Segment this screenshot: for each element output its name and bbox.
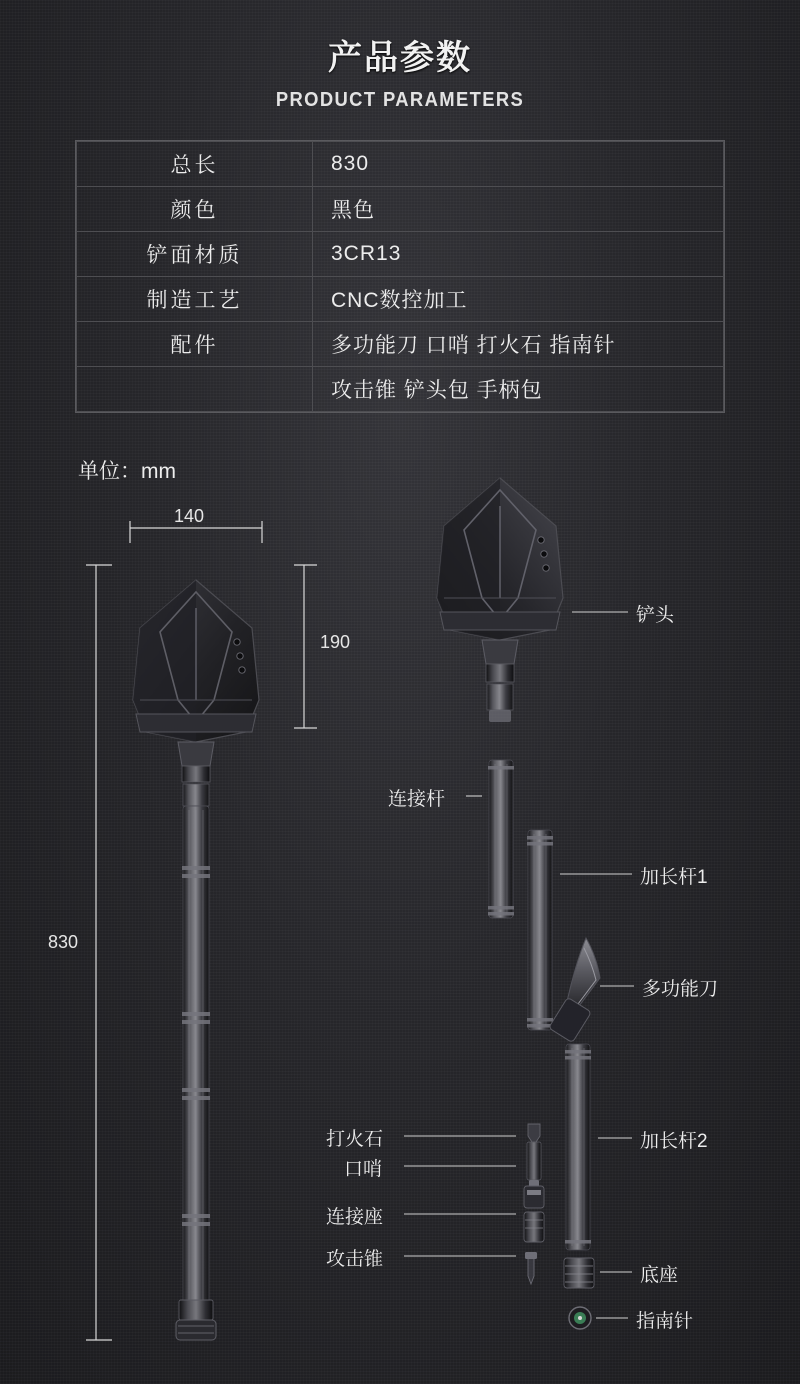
spec-value: 3CR13 <box>313 232 724 277</box>
spec-label: 颜色 <box>77 187 313 232</box>
unit-note: 单位：mm <box>78 460 176 483</box>
flint-art <box>527 1124 541 1190</box>
callout-shovel-head: 铲头 <box>636 605 675 626</box>
spec-label: 制造工艺 <box>77 277 313 322</box>
spec-value: 多功能刀 口哨 打火石 指南针 <box>313 322 724 367</box>
callout-connector-base: 连接座 <box>326 1207 384 1228</box>
whistle-art <box>524 1186 544 1208</box>
spec-value: CNC数控加工 <box>313 277 724 322</box>
dim-head-height-line <box>294 565 317 728</box>
dim-width-label: 140 <box>174 506 205 526</box>
callout-base: 底座 <box>640 1265 679 1286</box>
exploded-shovel-head-art <box>437 478 563 722</box>
spec-value: 黑色 <box>313 187 724 232</box>
spec-value: 830 <box>313 142 724 187</box>
base-art <box>564 1258 594 1288</box>
dim-total-length-label: 830 <box>48 932 79 952</box>
dim-head-height-label: 190 <box>320 632 351 652</box>
extension-rod-1-art <box>527 830 553 1030</box>
callout-multi-tool-knife: 多功能刀 <box>642 979 719 1000</box>
dim-total-length-line <box>86 565 112 1340</box>
connector-base-art <box>524 1212 544 1242</box>
spec-label: 铲面材质 <box>77 232 313 277</box>
spec-label: 总长 <box>77 142 313 187</box>
connect-rod-art <box>488 760 514 918</box>
callout-leader-lines <box>404 612 634 1318</box>
left-shovel-head-art <box>133 580 259 1340</box>
callout-flint: 打火石 <box>326 1129 384 1150</box>
callout-connect-rod: 连接杆 <box>388 789 446 810</box>
callout-extension-rod-1: 加长杆1 <box>640 867 708 888</box>
callout-attack-cone: 攻击锥 <box>326 1249 384 1270</box>
page-subtitle: PRODUCT PARAMETERS <box>275 89 525 111</box>
compass-art <box>569 1307 591 1329</box>
callout-whistle: 口哨 <box>344 1159 383 1180</box>
spec-label: 配件 <box>77 322 313 367</box>
spec-value: 攻击锥 铲头包 手柄包 <box>313 367 724 412</box>
multi-tool-knife-art <box>549 938 600 1043</box>
callout-compass: 指南针 <box>636 1311 694 1332</box>
callout-extension-rod-2: 加长杆2 <box>640 1131 708 1152</box>
extension-rod-2-art <box>565 1044 591 1250</box>
page-title: 产品参数 <box>328 39 472 77</box>
attack-cone-art <box>525 1252 537 1284</box>
